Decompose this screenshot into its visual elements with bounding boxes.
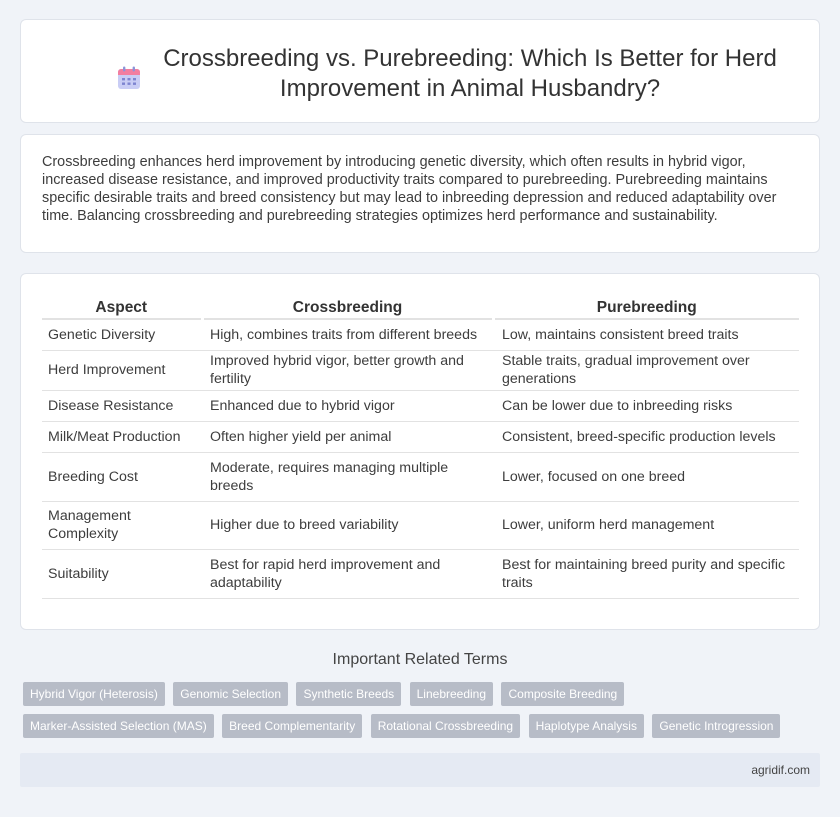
- row-purebreeding: Consistent, breed-specific production levels: [493, 421, 799, 452]
- related-term-tag[interactable]: Genomic Selection: [173, 682, 288, 706]
- related-terms-row-2: [23, 714, 823, 738]
- summary-text: Crossbreeding enhances herd improvement by introducing genetic diversity, which often results in hybrid vigor, increased disease resistance, and improved productivity traits compared to purebreeding. Purebreeding maintains specific desirable traits and breed consistency but may lead to inbreeding depression and reduced adaptability over time. Balancing crossbreeding and purebreeding strategies optimizes herd performance and sustainability.: [42, 154, 777, 224]
- row-crossbreeding: High, combines traits from different breeds: [202, 319, 493, 350]
- row-crossbreeding: Higher due to breed variability: [202, 501, 493, 549]
- table-row: [42, 421, 799, 452]
- related-terms-row-1: [23, 682, 823, 706]
- table-row: [42, 319, 799, 350]
- related-term-tag[interactable]: Composite Breeding: [501, 682, 624, 706]
- related-term-tag[interactable]: Rotational Crossbreeding: [371, 714, 520, 738]
- row-aspect: Genetic Diversity: [42, 319, 202, 350]
- table-row: [42, 501, 799, 549]
- row-purebreeding: Lower, focused on one breed: [493, 452, 799, 501]
- table-row: [42, 452, 799, 501]
- row-aspect: Management Complexity: [42, 501, 202, 549]
- row-purebreeding: Best for maintaining breed purity and specific traits: [493, 549, 799, 598]
- footer-site-link[interactable]: agridif.com: [751, 763, 810, 777]
- row-crossbreeding: Improved hybrid vigor, better growth and fertility: [202, 350, 493, 390]
- table-row: [42, 390, 799, 421]
- row-crossbreeding: Enhanced due to hybrid vigor: [202, 390, 493, 421]
- table-header-row: [42, 295, 799, 319]
- related-term-tag[interactable]: Synthetic Breeds: [296, 682, 401, 706]
- row-purebreeding: Can be lower due to inbreeding risks: [493, 390, 799, 421]
- related-term-tag[interactable]: Hybrid Vigor (Heterosis): [23, 682, 165, 706]
- row-crossbreeding: Often higher yield per animal: [202, 421, 493, 452]
- footer: [20, 753, 820, 787]
- comparison-card: [20, 273, 820, 630]
- header-crossbreeding: Crossbreeding: [202, 295, 493, 319]
- row-aspect: Disease Resistance: [42, 390, 202, 421]
- comparison-table: [42, 295, 799, 599]
- related-term-tag[interactable]: Genetic Introgression: [652, 714, 780, 738]
- row-aspect: Milk/Meat Production: [42, 421, 202, 452]
- header-purebreeding: Purebreeding: [493, 295, 799, 319]
- related-term-tag[interactable]: Breed Complementarity: [222, 714, 362, 738]
- summary-card: [20, 134, 820, 253]
- row-purebreeding: Low, maintains consistent breed traits: [493, 319, 799, 350]
- related-term-tag[interactable]: Haplotype Analysis: [529, 714, 644, 738]
- calendar-icon: [117, 66, 141, 90]
- title-card: [20, 19, 820, 123]
- related-term-tag[interactable]: Marker-Assisted Selection (MAS): [23, 714, 214, 738]
- table-row: [42, 350, 799, 390]
- row-aspect: Suitability: [42, 549, 202, 598]
- related-term-tag[interactable]: Linebreeding: [410, 682, 493, 706]
- row-purebreeding: Lower, uniform herd management: [493, 501, 799, 549]
- header-aspect: Aspect: [42, 295, 202, 319]
- related-terms-title: Important Related Terms: [332, 651, 508, 668]
- page-title: Crossbreeding vs. Purebreeding: Which Is Better for Herd Improvement in Animal Husbandry?: [163, 45, 777, 102]
- row-purebreeding: Stable traits, gradual improvement over generations: [493, 350, 799, 390]
- row-aspect: Herd Improvement: [42, 350, 202, 390]
- table-row: [42, 549, 799, 598]
- row-crossbreeding: Best for rapid herd improvement and adaptability: [202, 549, 493, 598]
- row-aspect: Breeding Cost: [42, 452, 202, 501]
- row-crossbreeding: Moderate, requires managing multiple breeds: [202, 452, 493, 501]
